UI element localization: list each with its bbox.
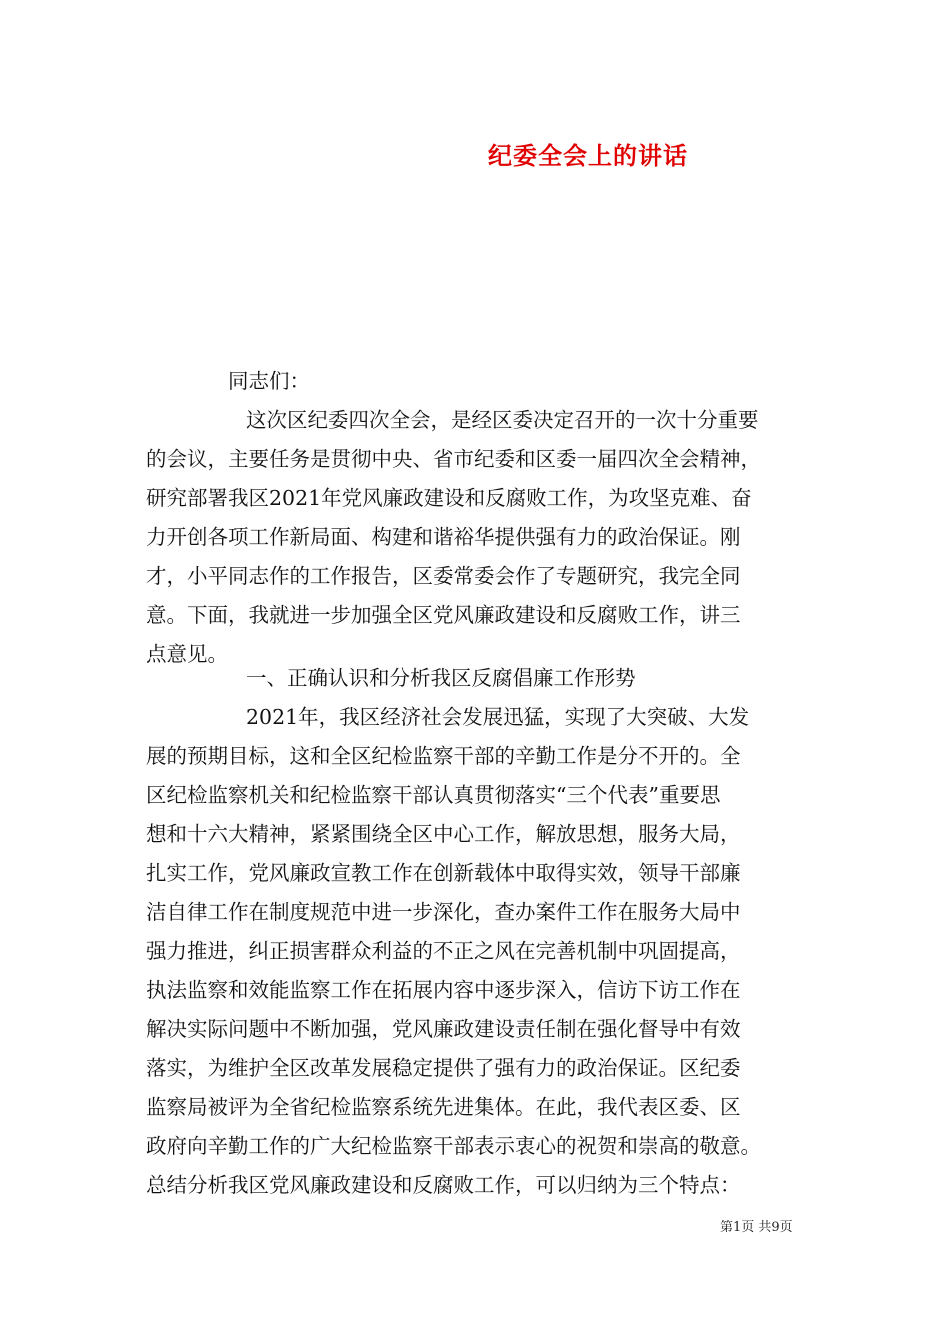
paragraph-line: 扎实工作，党风廉政宣教工作在创新载体中取得实效，领导干部廉 [146,861,741,885]
paragraph-2 [146,698,810,1205]
paragraph-line: 解决实际问题中不断加强，党风廉政建设责任制在强化督导中有效 [146,1017,741,1041]
document-title: 纪委全会上的讲话 [488,141,688,170]
paragraph-line: 点意见。 [146,642,228,666]
greeting-text: 同志们： [228,369,310,393]
paragraph-line: 的会议，主要任务是贯彻中央、省市纪委和区委一届四次全会精神， [146,447,761,471]
paragraph-line: 才，小平同志作的工作报告，区委常委会作了专题研究，我完全同 [146,564,741,588]
paragraph-line: 2021年，我区经济社会发展迅猛，实现了大突破、大发 [246,705,750,729]
paragraph-line: 强力推进，纠正损害群众利益的不正之风在完善机制中巩固提高， [146,939,741,963]
paragraph-1 [146,401,810,674]
paragraph-line: 落实，为维护全区改革发展稳定提供了强有力的政治保证。区纪委 [146,1056,741,1080]
paragraph-line: 展的预期目标，这和全区纪检监察干部的辛勤工作是分不开的。全 [146,744,741,768]
paragraph-line: 意。下面，我就进一步加强全区党风廉政建设和反腐败工作，讲三 [146,603,741,627]
paragraph-line: 力开创各项工作新局面、构建和谐裕华提供强有力的政治保证。刚 [146,525,741,549]
paragraph-line: 想和十六大精神，紧紧围绕全区中心工作，解放思想，服务大局， [146,822,741,846]
section-heading-text: 一、正确认识和分析我区反腐倡廉工作形势 [246,666,636,690]
paragraph-line: 研究部署我区2021年党风廉政建设和反腐败工作，为攻坚克难、奋 [146,486,752,510]
greeting [146,362,810,401]
paragraph-line: 政府向辛勤工作的广大纪检监察干部表示衷心的祝贺和崇高的敬意。 [146,1134,761,1158]
page-number-footer: 第1页 共9页 [720,1220,793,1235]
paragraph-line: 区纪检监察机关和纪检监察干部认真贯彻落实“三个代表”重要思 [146,783,721,807]
paragraph-line: 洁自律工作在制度规范中进一步深化，查办案件工作在服务大局中 [146,900,741,924]
paragraph-line: 这次区纪委四次全会，是经区委决定召开的一次十分重要 [246,408,759,432]
section-heading-1 [146,659,810,698]
paragraph-line: 总结分析我区党风廉政建设和反腐败工作，可以归纳为三个特点： [146,1173,741,1197]
paragraph-line: 监察局被评为全省纪检监察系统先进集体。在此，我代表区委、区 [146,1095,741,1119]
paragraph-line: 执法监察和效能监察工作在拓展内容中逐步深入，信访下访工作在 [146,978,741,1002]
